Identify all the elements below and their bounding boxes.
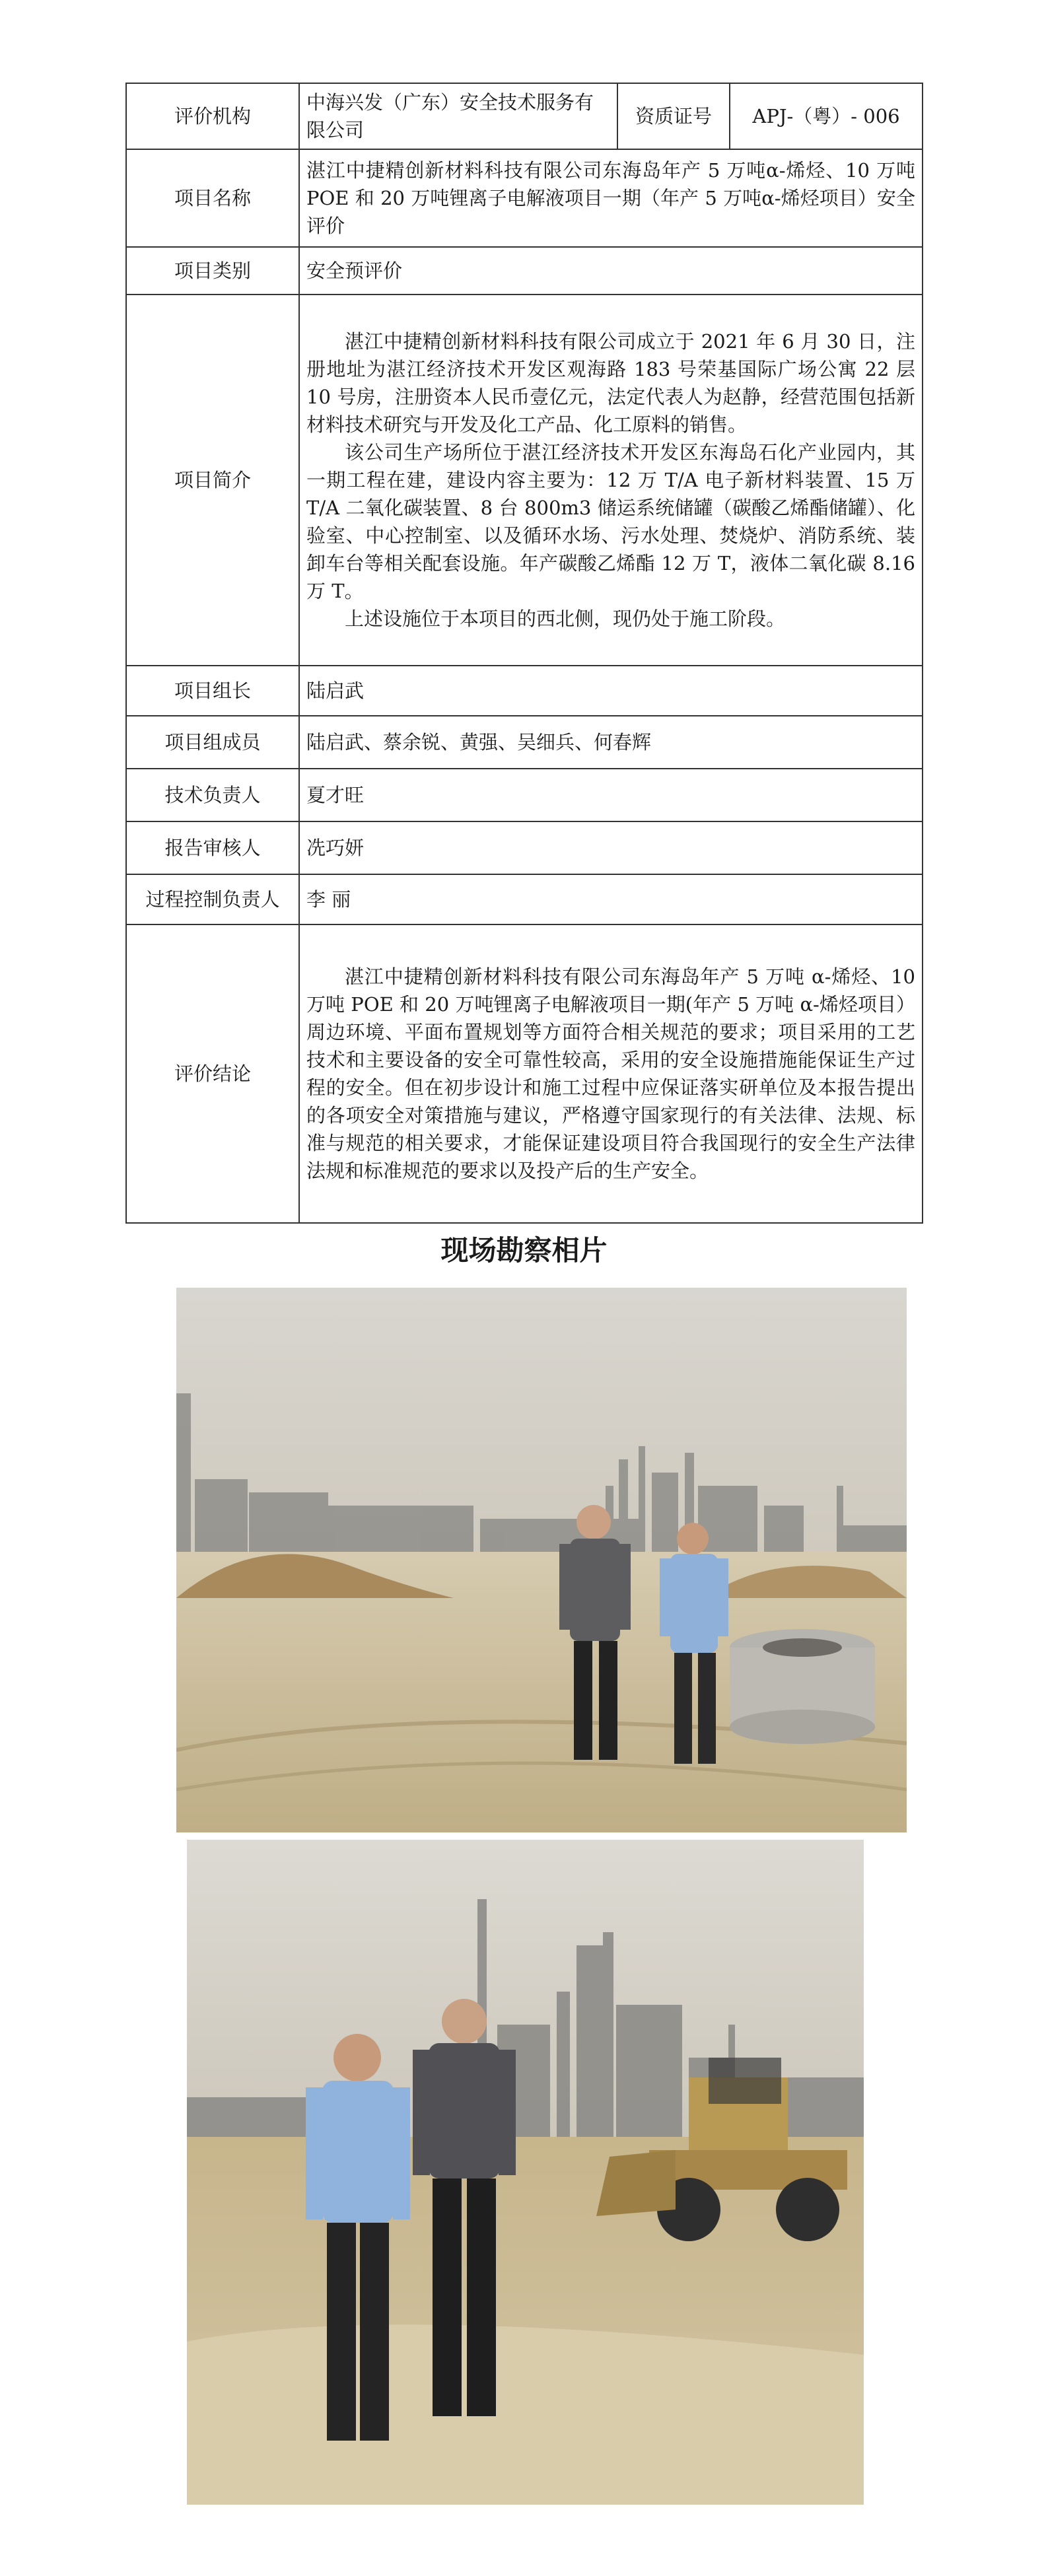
tech-lead-value: 夏才旺 [299, 769, 923, 821]
license-label: 资质证号 [617, 83, 730, 149]
license-value: APJ-（粤）- 006 [730, 83, 923, 149]
conclusion-text: 湛江中捷精创新材料科技有限公司东海岛年产 5 万吨 α-烯烃、10 万吨 POE 和 20 万吨锂离子电解液项目一期(年产 5 万吨 α-烯烃项目）周边环境、平面布置规划等方面符合相关规范的要求；项目采用的工艺技术和主要设备的安全可靠性较高，采用的安全设施措施能保证生产过程的安全。但在初步设计和施工过程中应保证落实研单位及本报告提出的各项安全对策措施与建议，严格遵守国家现行的有关法律、法规、标准与规范的相关要求，才能保证建设项目符合我国现行的安全生产法律法规和标准规范的要求以及投产后的生产安全。 [306, 965, 915, 1182]
intro-paragraph: 该公司生产场所位于湛江经济技术开发区东海岛石化产业园内，其一期工程在建，建设内容主要为：12 万 T/A 电子新材料装置、15 万 T/A 二氧化碳装置、8 台 800m3 储运系统储罐（碳酸乙烯酯储罐）、化验室、中心控制室、以及循环水场、污水处理、焚烧炉、消防系统、装卸车台等相关配套设施。年产碳酸乙烯酯 12 万 T，液体二氧化碳 8.16 万 T。 [306, 441, 915, 602]
leader-label: 项目组长 [126, 666, 299, 716]
intro-label: 项目简介 [126, 295, 299, 666]
org-value: 中海兴发（广东）安全技术服务有限公司 [299, 83, 617, 149]
conclusion-value [299, 924, 923, 1223]
site-photo-1-image [176, 1288, 907, 1832]
reviewer-value: 冼巧妍 [299, 821, 923, 874]
row-project-name [126, 149, 923, 247]
members-label: 项目组成员 [126, 716, 299, 769]
process-lead-label: 过程控制负责人 [126, 874, 299, 924]
row-tech-lead [126, 769, 923, 821]
site-photo-1 [176, 1288, 907, 1832]
row-reviewer [126, 821, 923, 874]
row-org [126, 83, 923, 149]
row-leader [126, 666, 923, 716]
site-photos-title: 现场勘察相片 [440, 1234, 608, 1267]
row-intro [126, 295, 923, 666]
intro-value [299, 295, 923, 666]
site-photo-2 [187, 1840, 864, 2505]
project-type-label: 项目类别 [126, 247, 299, 295]
row-members [126, 716, 923, 769]
intro-paragraph: 湛江中捷精创新材料科技有限公司成立于 2021 年 6 月 30 日，注册地址为湛江经济技术开发区观海路 183 号荣基国际广场公寓 22 层 10 号房，注册资本人民币壹亿元，法定代表人为赵静，经营范围包括新材料技术研究与开发及化工产品、化工原料的销售。 [306, 330, 915, 436]
row-process-lead [126, 874, 923, 924]
conclusion-label: 评价结论 [126, 924, 299, 1223]
evaluation-info-table [125, 83, 923, 1224]
project-name-label: 项目名称 [126, 149, 299, 247]
row-conclusion [126, 924, 923, 1223]
reviewer-label: 报告审核人 [126, 821, 299, 874]
process-lead-value: 李 丽 [299, 874, 923, 924]
project-type-value: 安全预评价 [299, 247, 923, 295]
project-name-value: 湛江中捷精创新材料科技有限公司东海岛年产 5 万吨α-烯烃、10 万吨 POE 和 20 万吨锂离子电解液项目一期（年产 5 万吨α-烯烃项目）安全评价 [299, 149, 923, 247]
intro-paragraph: 上述设施位于本项目的西北侧，现仍处于施工阶段。 [345, 608, 786, 630]
tech-lead-label: 技术负责人 [126, 769, 299, 821]
leader-value: 陆启武 [299, 666, 923, 716]
members-value: 陆启武、蔡余锐、黄强、吴细兵、何春辉 [299, 716, 923, 769]
org-label: 评价机构 [126, 83, 299, 149]
site-photo-2-image [187, 1840, 864, 2505]
row-project-type [126, 247, 923, 295]
